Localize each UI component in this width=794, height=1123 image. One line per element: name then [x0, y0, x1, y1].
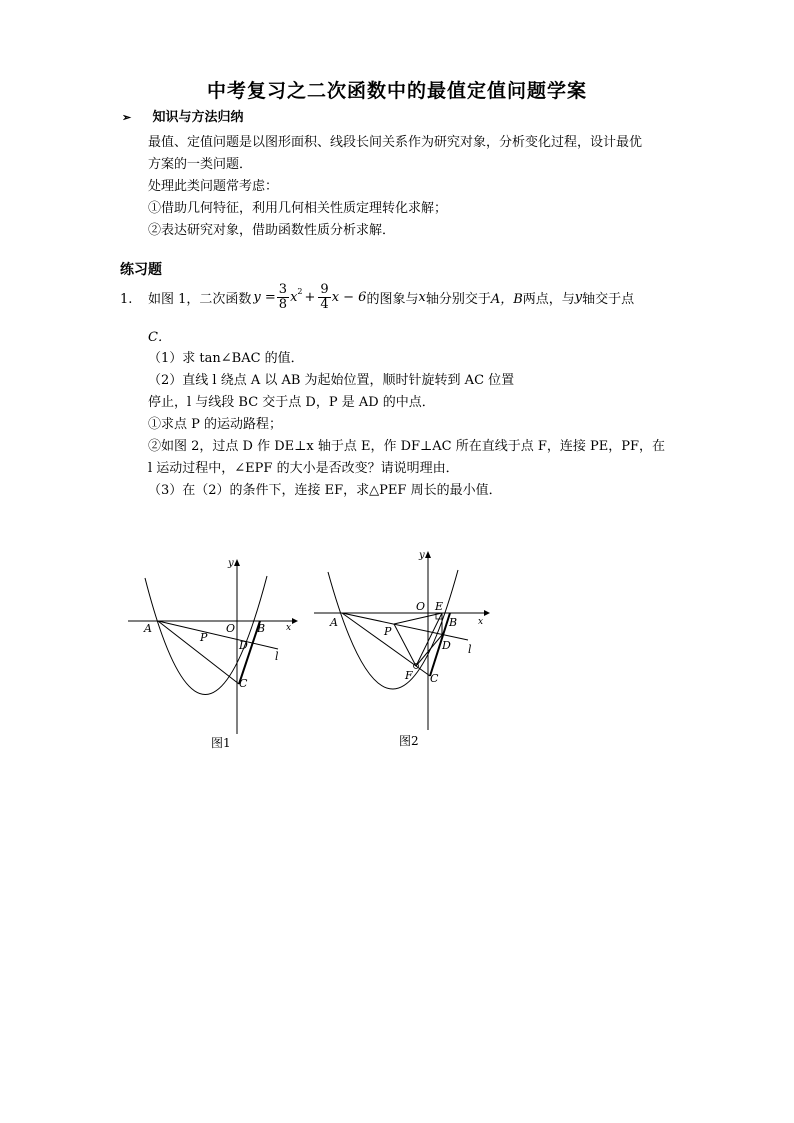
x-squared-base: x	[290, 289, 298, 305]
label-o: O	[226, 622, 236, 635]
figure-1	[120, 550, 310, 760]
x-axis-arrow-icon	[484, 610, 490, 616]
label-l: l	[468, 643, 472, 656]
label-c: C	[239, 677, 248, 690]
label-l: l	[275, 650, 279, 663]
part-2a: （2）直线 l 绕点 A 以 AB 为起始位置，顺时针旋转到 AC 位置	[148, 373, 515, 388]
segment-pf	[394, 624, 416, 666]
x-tail: x − 6	[331, 289, 367, 305]
fraction-num: 9	[320, 282, 329, 297]
label-y: y	[419, 550, 425, 561]
section-heading-text: 知识与方法归纳	[152, 110, 244, 125]
points-ab: A，B	[490, 291, 523, 307]
plus-sign: +	[304, 289, 316, 305]
label-x: x	[286, 623, 292, 633]
section-line-2: 方案的一类问题．	[148, 157, 253, 172]
fraction-3-8	[277, 283, 289, 311]
fraction-9-4	[318, 283, 330, 311]
section-line-3: 处理此类问题常考虑：	[148, 179, 279, 194]
tail-text-3: 两点，与	[522, 291, 575, 307]
y-axis-arrow-icon	[425, 551, 431, 558]
part-2b: 停止，l 与线段 BC 交于点 D，P 是 AD 的中点．	[148, 395, 435, 410]
part-2d: ②如图 2，过点 D 作 DE⊥x 轴于点 E，作 DF⊥AC 所在直线于点 F，连接 PE，PF，在	[148, 439, 666, 454]
fraction-den: 8	[278, 296, 288, 312]
exponent: 2	[297, 286, 303, 296]
y-axis-arrow-icon	[234, 559, 240, 566]
label-e: E	[435, 600, 444, 613]
tail-text-2: 轴分别交于	[425, 291, 491, 307]
label-b: B	[449, 616, 458, 629]
page-title: 中考复习之二次函数中的最值定值问题学案	[206, 80, 587, 102]
part-1: （1）求 tan∠BAC 的值．	[148, 351, 304, 366]
point-c-line: C．	[148, 330, 171, 345]
label-a: A	[330, 616, 338, 629]
fraction-den: 4	[320, 296, 329, 312]
label-d: D	[239, 639, 248, 652]
label-p: P	[200, 631, 208, 644]
label-c: C	[430, 672, 439, 685]
y-axis-var: y	[574, 289, 583, 305]
label-f: F	[405, 669, 413, 682]
tail-text: 的图象与	[366, 291, 419, 307]
fraction-num: 3	[278, 282, 288, 297]
y-equals: y =	[253, 289, 276, 305]
parabola-curve	[328, 570, 458, 689]
label-o: O	[416, 600, 426, 613]
problem-number: 1.	[120, 292, 133, 307]
label-p: P	[384, 625, 392, 638]
label-d: D	[442, 639, 451, 652]
section-line-5: ②表达研究对象，借助函数性质分析求解．	[148, 223, 396, 238]
figure-2-caption: 图2	[399, 734, 419, 748]
intro-text: 如图 1，二次函数	[148, 291, 252, 307]
label-a: A	[144, 622, 152, 635]
figure-1-caption: 图1	[211, 736, 231, 750]
figure-2	[308, 542, 508, 754]
practice-heading: 练习题	[120, 262, 162, 278]
segment-pe	[394, 613, 442, 624]
label-y: y	[228, 558, 234, 569]
label-x: x	[478, 617, 484, 627]
problem-intro-line	[148, 283, 634, 311]
section-line-4: ①借助几何特征，利用几何相关性质定理转化求解；	[148, 201, 448, 216]
part-2e: l 运动过程中，∠EPF 的大小是否改变？请说明理由．	[148, 461, 459, 476]
section-line-1: 最值、定值问题是以图形面积、线段长间关系作为研究对象，分析变化过程，设计最优	[148, 135, 643, 150]
x-axis-arrow-icon	[292, 618, 298, 624]
part-3: （3）在（2）的条件下，连接 EF，求△PEF 周长的最小值．	[148, 483, 502, 498]
section-heading	[122, 106, 244, 125]
tail-text-4: 轴交于点	[582, 291, 635, 307]
x-axis-var: x	[418, 289, 426, 305]
part-2c: ①求点 P 的运动路程；	[148, 417, 283, 432]
arrow-bullet-icon: ➢	[122, 111, 132, 124]
label-b: B	[257, 622, 266, 635]
